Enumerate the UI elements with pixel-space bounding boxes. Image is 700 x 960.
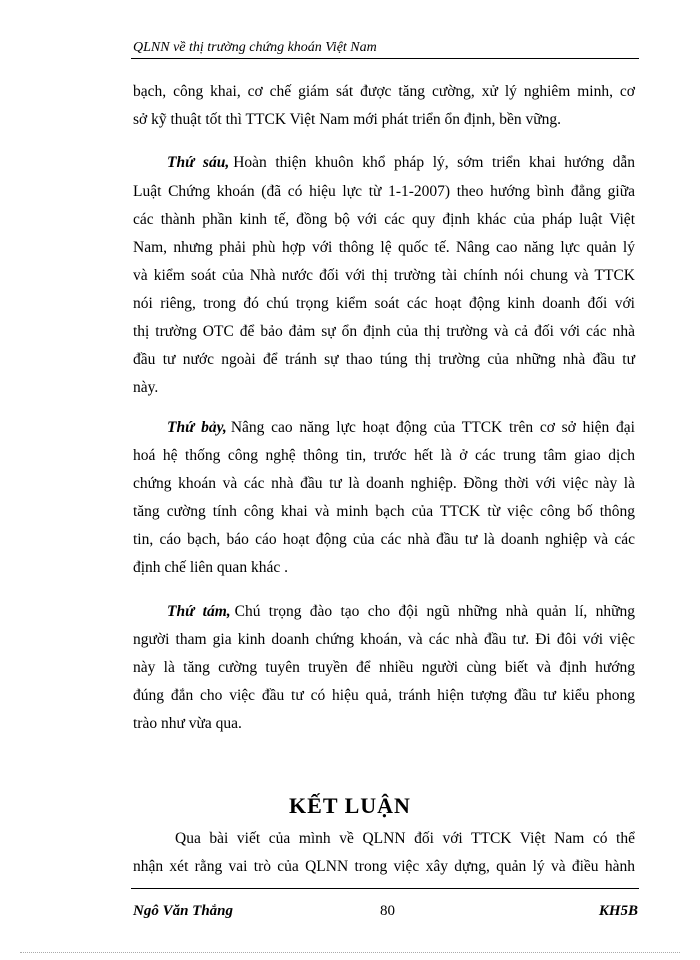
text-line: sở kỹ thuật tốt thì TTCK Việt Nam mới phát triển ổn định, bền vững.: [133, 111, 561, 128]
text-line: đúng đắn cho việc đầu tư có hiệu quả, tránh hiện tượng đầu tư kiểu phong: [133, 687, 635, 704]
text-line: các thành phần kinh tế, đồng bộ với các quy định khác của pháp luật Việt: [133, 211, 635, 228]
paragraph-lead: Thứ sáu,: [167, 154, 230, 171]
text-line: định chế liên quan khác .: [133, 559, 288, 576]
paragraph-lead: Thứ tám,: [167, 603, 231, 620]
paragraph-lead: Thứ bảy,: [167, 419, 227, 436]
text-line: này.: [133, 379, 159, 396]
section-heading: KẾT LUẬN: [289, 793, 411, 818]
footer-author: Ngô Văn Thắng: [133, 903, 234, 919]
text-line: tăng cường tính công khai và minh bạch của TTCK từ việc công bố thông: [133, 503, 635, 520]
text-line: tin, cáo bạch, báo cáo hoạt động của các nhà đầu tư là doanh nghiệp và các: [133, 531, 635, 548]
text-line: Thứ bảy, Nâng cao năng lực hoạt động của TTCK trên cơ sở hiện đại: [167, 419, 635, 436]
text-line: thị trường OTC để bảo đảm sự ổn định của thị trường và cả đối với các nhà: [133, 323, 635, 340]
page-bottom-edge: [20, 952, 680, 953]
text-line: Nam, nhưng phải phù hợp với thông lệ quốc tế. Nâng cao năng lực quản lý: [133, 239, 635, 256]
footer-rule: [131, 888, 639, 889]
page-number: 80: [380, 903, 395, 919]
text-line: đầu tư nước ngoài để tránh sự thao túng thị trường của những nhà đầu tư: [133, 351, 635, 368]
text-line: trào như vừa qua.: [133, 715, 242, 732]
text-line: nói riêng, trong đó chú trọng kiểm soát các hoạt động kinh doanh đối với: [133, 295, 635, 312]
text-line: hoá hệ thống công nghệ thông tin, trước hết là ở các trung tâm giao dịch: [133, 447, 635, 464]
text-line: người tham gia kinh doanh chứng khoán, và các nhà đầu tư. Đi đôi với việc: [133, 631, 635, 648]
text-line: bạch, công khai, cơ chế giám sát được tăng cường, xử lý nghiêm minh, cơ: [133, 83, 635, 100]
text-line: và kiểm soát của Nhà nước đối với thị trường tài chính nói chung và TTCK: [133, 267, 635, 284]
text-line: nhận xét rằng vai trò của QLNN trong việc xây dựng, quản lý và điều hành: [133, 858, 635, 875]
text-line: này là tăng cường tuyên truyền để nhiều người cùng biết và định hướng: [133, 659, 635, 676]
header-title: QLNN về thị trường chứng khoán Việt Nam: [133, 40, 377, 55]
text-line: Qua bài viết của mình về QLNN đối với TTCK Việt Nam có thể: [175, 830, 635, 847]
text-line: Luật Chứng khoán (đã có hiệu lực từ 1-1-2007) theo hướng bình đẳng giữa: [133, 183, 635, 200]
text-line: Thứ tám, Chú trọng đào tạo cho đội ngũ những nhà quản lí, những: [167, 603, 635, 620]
text-line: Thứ sáu, Hoàn thiện khuôn khổ pháp lý, sớm triển khai hướng dẫn: [167, 154, 636, 171]
header-rule: [131, 58, 639, 59]
text-line: chứng khoán và các nhà đầu tư là doanh nghiệp. Đồng thời với việc này là: [133, 475, 635, 492]
footer-class: KH5B: [598, 903, 638, 919]
